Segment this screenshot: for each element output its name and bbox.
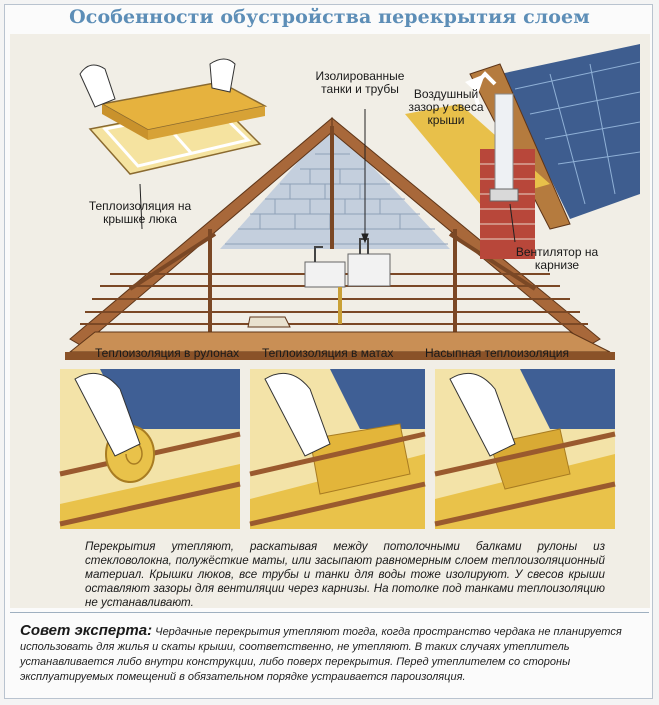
label-tanks: Изолированные танки и трубы	[315, 69, 405, 96]
illustration-panel	[10, 34, 650, 608]
label-hatch: Теплоизоляция на крышке люка	[88, 199, 192, 226]
label-fan: Вентилятор на карнизе	[515, 245, 599, 272]
label-mats: Теплоизоляция в матах	[262, 346, 394, 360]
label-loose: Насыпная теплоизоляция	[425, 346, 569, 360]
label-rolls: Теплоизоляция в рулонах	[95, 346, 240, 360]
expert-tip	[10, 612, 649, 694]
mats-scene-icon	[250, 369, 425, 529]
loose-fill-scene-icon	[435, 369, 615, 529]
page-title: Особенности обустройства перекрытия слоем	[69, 6, 590, 28]
expert-tip-text: Чердачные перекрытия утепляют тогда, когда пространство чердака не планируется использовать для жилья и скаты крыши, соответственно, не утепляют. В таких случаях утеплитель устанавливается либо внутри конструкции, либо поверх перекрытия. Перед утеплителем со стороны эксплуатируемых помещений в обязательном порядке устраивается пароизоляция.	[20, 626, 622, 683]
label-air-gap: Воздушный зазор у свеса крыши	[408, 87, 484, 127]
illustration-caption: Перекрытия утепляют, раскатывая между потолочными балками рулоны из стекловолокна, полужёсткие маты, или засыпают равномерным слоем теплоизоляционный материал. Крышки люков, все трубы и танки для воды тоже изолируют. У свесов крыши оставляют зазоры для вентиляции через карнизы. На потолке под танками теплоизоляцию не устанавливают.	[85, 540, 605, 609]
attic-illustration	[10, 34, 650, 608]
expert-tip-heading: Совет эксперта:	[20, 622, 153, 639]
rolls-scene-icon	[60, 369, 240, 529]
